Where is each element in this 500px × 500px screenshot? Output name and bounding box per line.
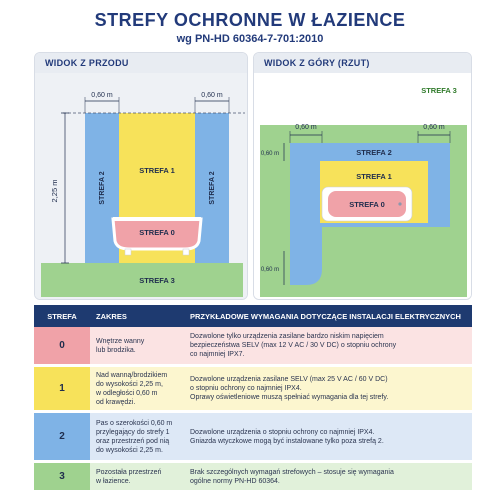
front-view-panel	[34, 52, 248, 300]
top-dim-right: 0,60 m	[423, 124, 445, 131]
header-scope: ZAKRES	[96, 311, 127, 321]
row-requirements: Brak szczególnych wymagań strefowych – stosuje się wymagania ogólne normy PN-HD 60364.	[184, 463, 472, 490]
table-row	[34, 413, 472, 463]
top-view-header: WIDOK Z GÓRY (RZUT)	[254, 53, 471, 73]
top-dim-left: 0,60 m	[295, 124, 317, 131]
header-zone: STREFA	[47, 311, 77, 321]
row-zone-number: 3	[34, 463, 90, 490]
table-row	[34, 327, 472, 367]
top-dim-side-top: 0,60 m	[260, 151, 280, 157]
top-zone2-label: STREFA 2	[356, 148, 392, 157]
front-dim-right: 0,60 m	[201, 92, 223, 99]
front-view-header: WIDOK Z PRZODU	[35, 53, 247, 73]
page-subtitle: wg PN-HD 60364-7-701:2010	[176, 33, 324, 45]
row-zone-number: 0	[34, 327, 90, 364]
row-scope: Pas o szerokości 0,60 m przylegający do strefy 1 oraz przestrzeń pod nią do wysokości 2,25 m.	[90, 413, 184, 460]
front-height-label: 2,25 m	[50, 179, 59, 203]
front-zone0-label: STREFA 0	[139, 228, 175, 237]
row-scope: Nad wanną/brodzikiem do wysokości 2,25 m, w odległości 0,60 m od krawędzi.	[90, 367, 184, 410]
front-dim-left: 0,60 m	[91, 92, 113, 99]
front-zone3-label: STREFA 3	[139, 276, 175, 285]
table-row	[34, 367, 472, 413]
top-zone1-label: STREFA 1	[356, 172, 392, 181]
front-zone2-left-label: STREFA 2	[99, 171, 106, 205]
front-view-diagram	[35, 73, 248, 300]
row-scope: Wnętrze wanny lub brodzika.	[90, 327, 184, 364]
header-requirements: PRZYKŁADOWE WYMAGANIA DOTYCZĄCE INSTALACJI ELEKTRYCZNYCH	[190, 311, 461, 321]
top-view-panel	[253, 52, 472, 300]
row-zone-number: 1	[34, 367, 90, 410]
top-dim-side-bottom: 0,60 m	[260, 267, 280, 273]
row-requirements: Dozwolone urządzenia o stopniu ochrony co najmniej IPX4. Gniazda wtyczkowe mogą być instalowane tylko poza strefą 2.	[184, 413, 472, 460]
table-header	[34, 305, 472, 327]
zones-table	[34, 305, 472, 493]
row-scope: Pozostała przestrzeń w łazience.	[90, 463, 184, 490]
row-zone-number: 2	[34, 413, 90, 460]
top-view-diagram	[254, 73, 472, 300]
top-zone3-label: STREFA 3	[421, 86, 457, 95]
table-row	[34, 463, 472, 493]
row-requirements: Dozwolone urządzenia zasilane SELV (max 25 V AC / 60 V DC) o stopniu ochrony co najmniej IPX4. Oprawy oświetleniowe muszą spełniać wymagania dla tej strefy.	[184, 367, 472, 410]
row-requirements: Dozwolone tylko urządzenia zasilane bardzo niskim napięciem bezpieczeństwa SELV (max 12 V AC / 30 V DC) o stopniu ochrony co najmniej IPX7.	[184, 327, 472, 364]
front-zone2-right-label: STREFA 2	[209, 171, 216, 205]
top-zone0-label: STREFA 0	[349, 200, 385, 209]
front-zone1-label: STREFA 1	[139, 166, 175, 175]
page-title: STREFY OCHRONNE W ŁAZIENCE	[94, 10, 406, 30]
